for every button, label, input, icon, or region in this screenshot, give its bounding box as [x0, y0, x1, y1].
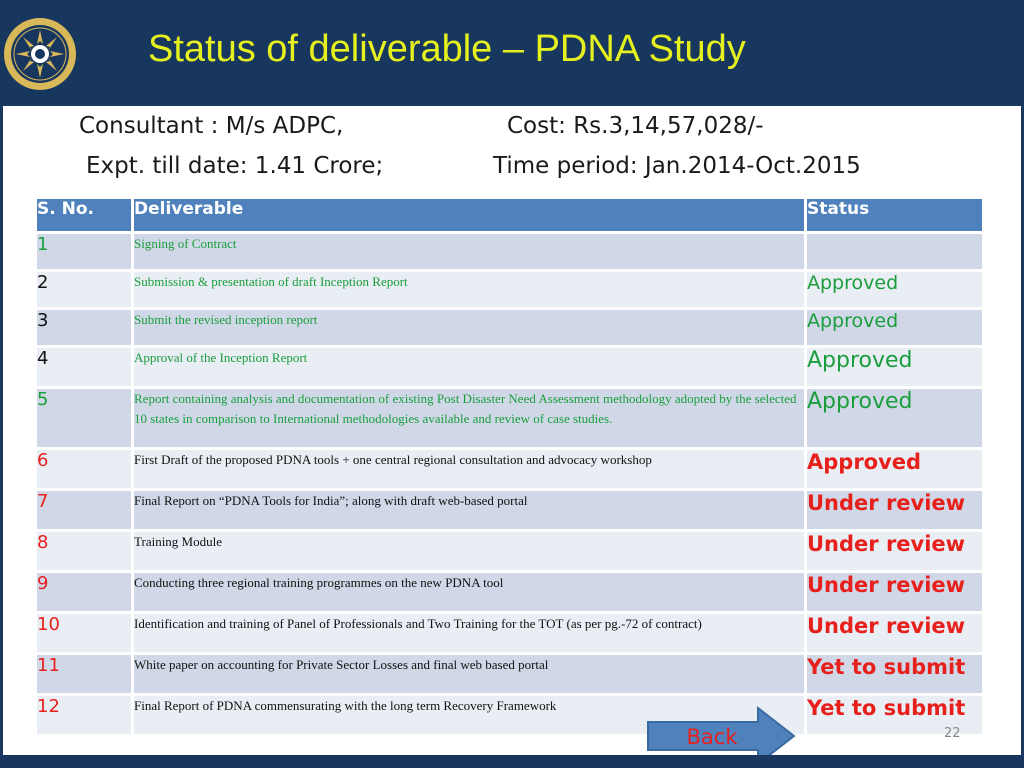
- row-sno: 1: [36, 233, 133, 271]
- row-sno: 10: [36, 613, 133, 654]
- row-deliverable: Signing of Contract: [133, 233, 806, 271]
- expenditure-text: Expt. till date: 1.41 Crore;: [86, 153, 384, 179]
- row-deliverable: White paper on accounting for Private Sector Losses and final web based portal: [133, 654, 806, 695]
- row-sno: 2: [36, 271, 133, 309]
- row-deliverable: Final Report on “PDNA Tools for India”; along with draft web-based portal: [133, 490, 806, 531]
- row-status: Approved: [806, 271, 984, 309]
- header-deliverable: Deliverable: [133, 198, 806, 233]
- row-deliverable: First Draft of the proposed PDNA tools + one central regional consultation and advocacy workshop: [133, 449, 806, 490]
- row-sno: 9: [36, 572, 133, 613]
- ndma-emblem-icon: [2, 16, 78, 92]
- table-row: [36, 695, 984, 736]
- row-sno: 5: [36, 388, 133, 449]
- row-sno: 12: [36, 695, 133, 736]
- row-status: Yet to submit: [806, 695, 984, 736]
- row-deliverable: Training Module: [133, 531, 806, 572]
- row-status: Under review: [806, 613, 984, 654]
- footer-bar: [0, 755, 1024, 768]
- table-row: [36, 233, 984, 271]
- row-status: Approved: [806, 347, 984, 388]
- time-period-text: Time period: Jan.2014-Oct.2015: [493, 153, 861, 179]
- row-deliverable: Submit the revised inception report: [133, 309, 806, 347]
- row-status: [806, 233, 984, 271]
- row-sno: 3: [36, 309, 133, 347]
- header-sno: S. No.: [36, 198, 133, 233]
- row-deliverable: Final Report of PDNA commensurating with the long term Recovery Framework: [133, 695, 806, 736]
- table-row: [36, 654, 984, 695]
- row-status: Approved: [806, 309, 984, 347]
- slide-title: Status of deliverable – PDNA Study: [148, 28, 746, 70]
- row-status: Under review: [806, 531, 984, 572]
- header-status: Status: [806, 198, 984, 233]
- table-row: [36, 531, 984, 572]
- table-row: [36, 490, 984, 531]
- row-status: Under review: [806, 572, 984, 613]
- table-row: [36, 309, 984, 347]
- row-deliverable: Identification and training of Panel of Professionals and Two Training for the TOT (as per pg.-72 of contract): [133, 613, 806, 654]
- table-row: [36, 572, 984, 613]
- row-deliverable: Submission & presentation of draft Inception Report: [133, 271, 806, 309]
- row-status: Yet to submit: [806, 654, 984, 695]
- row-status: Under review: [806, 490, 984, 531]
- table-header-row: [36, 198, 984, 233]
- row-sno: 7: [36, 490, 133, 531]
- row-status: Approved: [806, 449, 984, 490]
- consultant-text: Consultant : M/s ADPC,: [79, 113, 344, 139]
- row-sno: 11: [36, 654, 133, 695]
- table-row: [36, 347, 984, 388]
- cost-text: Cost: Rs.3,14,57,028/-: [507, 113, 764, 139]
- row-status: Approved: [806, 388, 984, 449]
- table-row: [36, 388, 984, 449]
- row-deliverable: Conducting three regional training programmes on the new PDNA tool: [133, 572, 806, 613]
- title-bar: [0, 0, 1024, 106]
- table-row: [36, 449, 984, 490]
- row-sno: 6: [36, 449, 133, 490]
- row-deliverable: Approval of the Inception Report: [133, 347, 806, 388]
- page-number: 22: [944, 726, 961, 741]
- row-deliverable: Report containing analysis and documentation of existing Post Disaster Need Assessment methodology adopted by the selected 10 states in comparison to International methodologies available and review of case studies.: [133, 388, 806, 449]
- back-button-label: Back: [686, 725, 738, 749]
- row-sno: 8: [36, 531, 133, 572]
- table-row: [36, 271, 984, 309]
- table-row: [36, 613, 984, 654]
- deliverables-table: [34, 196, 985, 737]
- row-sno: 4: [36, 347, 133, 388]
